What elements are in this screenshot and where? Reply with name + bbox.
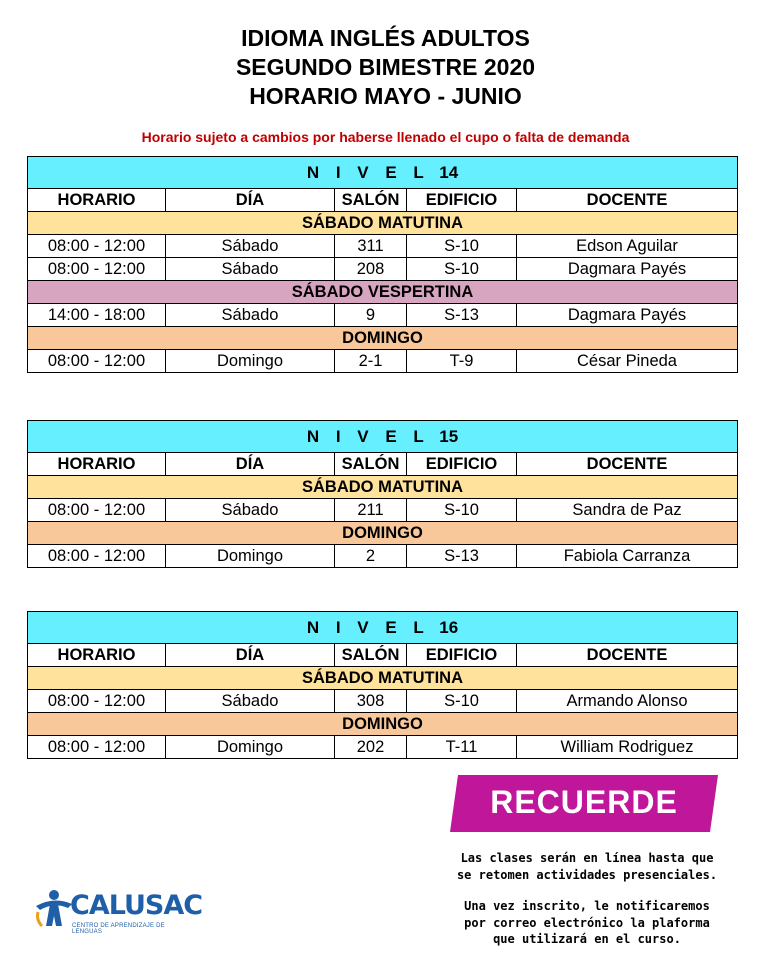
logo-wordmark: CALUSAC bbox=[70, 890, 203, 921]
cell-horario: 08:00 - 12:00 bbox=[28, 499, 166, 522]
cell-docente: Dagmara Payés bbox=[517, 258, 738, 281]
recuerde-note-platform bbox=[432, 898, 742, 948]
cell-horario: 08:00 - 12:00 bbox=[28, 258, 166, 281]
note-line: se retomen actividades presenciales. bbox=[456, 867, 718, 882]
col-horario: HORARIO bbox=[28, 644, 166, 667]
cell-edificio: T-11 bbox=[407, 736, 517, 759]
title-line-3: HORARIO MAYO - JUNIO bbox=[249, 83, 522, 109]
col-edificio: EDIFICIO bbox=[407, 189, 517, 212]
col-edificio: EDIFICIO bbox=[407, 453, 517, 476]
cell-dia: Sábado bbox=[166, 499, 335, 522]
logo-subtitle: CENTRO DE APRENDIZAJE DE LENGUAS bbox=[72, 923, 165, 935]
level-label: N I V E L bbox=[306, 617, 430, 637]
calusac-logo bbox=[32, 886, 203, 936]
cell-dia: Domingo bbox=[166, 545, 335, 568]
schedule-table-level-16 bbox=[27, 611, 738, 759]
cell-edificio: S-10 bbox=[407, 235, 517, 258]
level-number: 14 bbox=[439, 162, 459, 182]
cell-docente: Dagmara Payés bbox=[517, 304, 738, 327]
cell-docente: Fabiola Carranza bbox=[517, 545, 738, 568]
section-header: DOMINGO bbox=[28, 327, 738, 350]
cell-dia: Sábado bbox=[166, 258, 335, 281]
cell-edificio: S-10 bbox=[407, 690, 517, 713]
col-horario: HORARIO bbox=[28, 453, 166, 476]
cell-dia: Sábado bbox=[166, 304, 335, 327]
cell-horario: 08:00 - 12:00 bbox=[28, 545, 166, 568]
cell-salon: 9 bbox=[335, 304, 407, 327]
level-number: 15 bbox=[439, 426, 459, 446]
table-row bbox=[28, 350, 738, 373]
cell-docente: César Pineda bbox=[517, 350, 738, 373]
col-horario: HORARIO bbox=[28, 189, 166, 212]
cell-edificio: S-10 bbox=[407, 499, 517, 522]
schedule-notice: Horario sujeto a cambios por haberse llenado el cupo o falta de demanda bbox=[141, 129, 630, 145]
column-header-row bbox=[28, 189, 738, 212]
table-row bbox=[28, 545, 738, 568]
recuerde-banner bbox=[450, 775, 718, 832]
title-line-2: SEGUNDO BIMESTRE 2020 bbox=[235, 54, 536, 80]
title-line-1: IDIOMA INGLÉS ADULTOS bbox=[241, 25, 530, 51]
column-header-row bbox=[28, 644, 738, 667]
cell-dia: Sábado bbox=[166, 690, 335, 713]
recuerde-note-online bbox=[432, 850, 742, 883]
cell-docente: Armando Alonso bbox=[517, 690, 738, 713]
cell-horario: 08:00 - 12:00 bbox=[28, 690, 166, 713]
cell-dia: Sábado bbox=[166, 235, 335, 258]
cell-edificio: S-10 bbox=[407, 258, 517, 281]
table-row bbox=[28, 690, 738, 713]
cell-salon: 2 bbox=[335, 545, 407, 568]
level-label: N I V E L bbox=[306, 426, 430, 446]
table-row bbox=[28, 258, 738, 281]
table-row bbox=[28, 304, 738, 327]
note-line: Una vez inscrito, le notificaremos bbox=[464, 899, 710, 913]
note-line: Las clases serán en línea hasta que bbox=[460, 851, 714, 865]
column-header-row bbox=[28, 453, 738, 476]
col-salon: SALÓN bbox=[335, 644, 407, 667]
cell-horario: 08:00 - 12:00 bbox=[28, 350, 166, 373]
table-row bbox=[28, 499, 738, 522]
cell-docente: Sandra de Paz bbox=[517, 499, 738, 522]
col-dia: DÍA bbox=[166, 189, 335, 212]
page-title bbox=[0, 24, 771, 111]
level-number: 16 bbox=[439, 617, 459, 637]
section-header: SÁBADO VESPERTINA bbox=[28, 281, 738, 304]
level-header bbox=[28, 157, 738, 189]
cell-docente: William Rodriguez bbox=[517, 736, 738, 759]
cell-edificio: T-9 bbox=[407, 350, 517, 373]
level-label: N I V E L bbox=[306, 162, 430, 182]
note-line: por correo electrónico la plaforma bbox=[464, 915, 710, 930]
cell-edificio: S-13 bbox=[407, 545, 517, 568]
cell-horario: 08:00 - 12:00 bbox=[28, 235, 166, 258]
section-header: SÁBADO MATUTINA bbox=[28, 667, 738, 690]
level-header bbox=[28, 421, 738, 453]
level-header bbox=[28, 612, 738, 644]
cell-dia: Domingo bbox=[166, 350, 335, 373]
cell-horario: 08:00 - 12:00 bbox=[28, 736, 166, 759]
col-docente: DOCENTE bbox=[517, 644, 738, 667]
section-header: DOMINGO bbox=[28, 713, 738, 736]
note-line: que utilizará en el curso. bbox=[493, 932, 681, 946]
cell-docente: Edson Aguilar bbox=[517, 235, 738, 258]
col-salon: SALÓN bbox=[335, 453, 407, 476]
recuerde-label: RECUERDE bbox=[490, 784, 678, 820]
cell-edificio: S-13 bbox=[407, 304, 517, 327]
col-salon: SALÓN bbox=[335, 189, 407, 212]
cell-salon: 308 bbox=[335, 690, 407, 713]
cell-salon: 2-1 bbox=[335, 350, 407, 373]
cell-salon: 202 bbox=[335, 736, 407, 759]
col-dia: DÍA bbox=[166, 644, 335, 667]
table-row bbox=[28, 736, 738, 759]
section-header: SÁBADO MATUTINA bbox=[28, 212, 738, 235]
schedule-table-level-14 bbox=[27, 156, 738, 373]
col-docente: DOCENTE bbox=[517, 189, 738, 212]
cell-horario: 14:00 - 18:00 bbox=[28, 304, 166, 327]
table-row bbox=[28, 235, 738, 258]
cell-salon: 211 bbox=[335, 499, 407, 522]
col-edificio: EDIFICIO bbox=[407, 644, 517, 667]
section-header: SÁBADO MATUTINA bbox=[28, 476, 738, 499]
col-dia: DÍA bbox=[166, 453, 335, 476]
cell-salon: 208 bbox=[335, 258, 407, 281]
section-header: DOMINGO bbox=[28, 522, 738, 545]
col-docente: DOCENTE bbox=[517, 453, 738, 476]
cell-salon: 311 bbox=[335, 235, 407, 258]
cell-dia: Domingo bbox=[166, 736, 335, 759]
schedule-table-level-15 bbox=[27, 420, 738, 568]
